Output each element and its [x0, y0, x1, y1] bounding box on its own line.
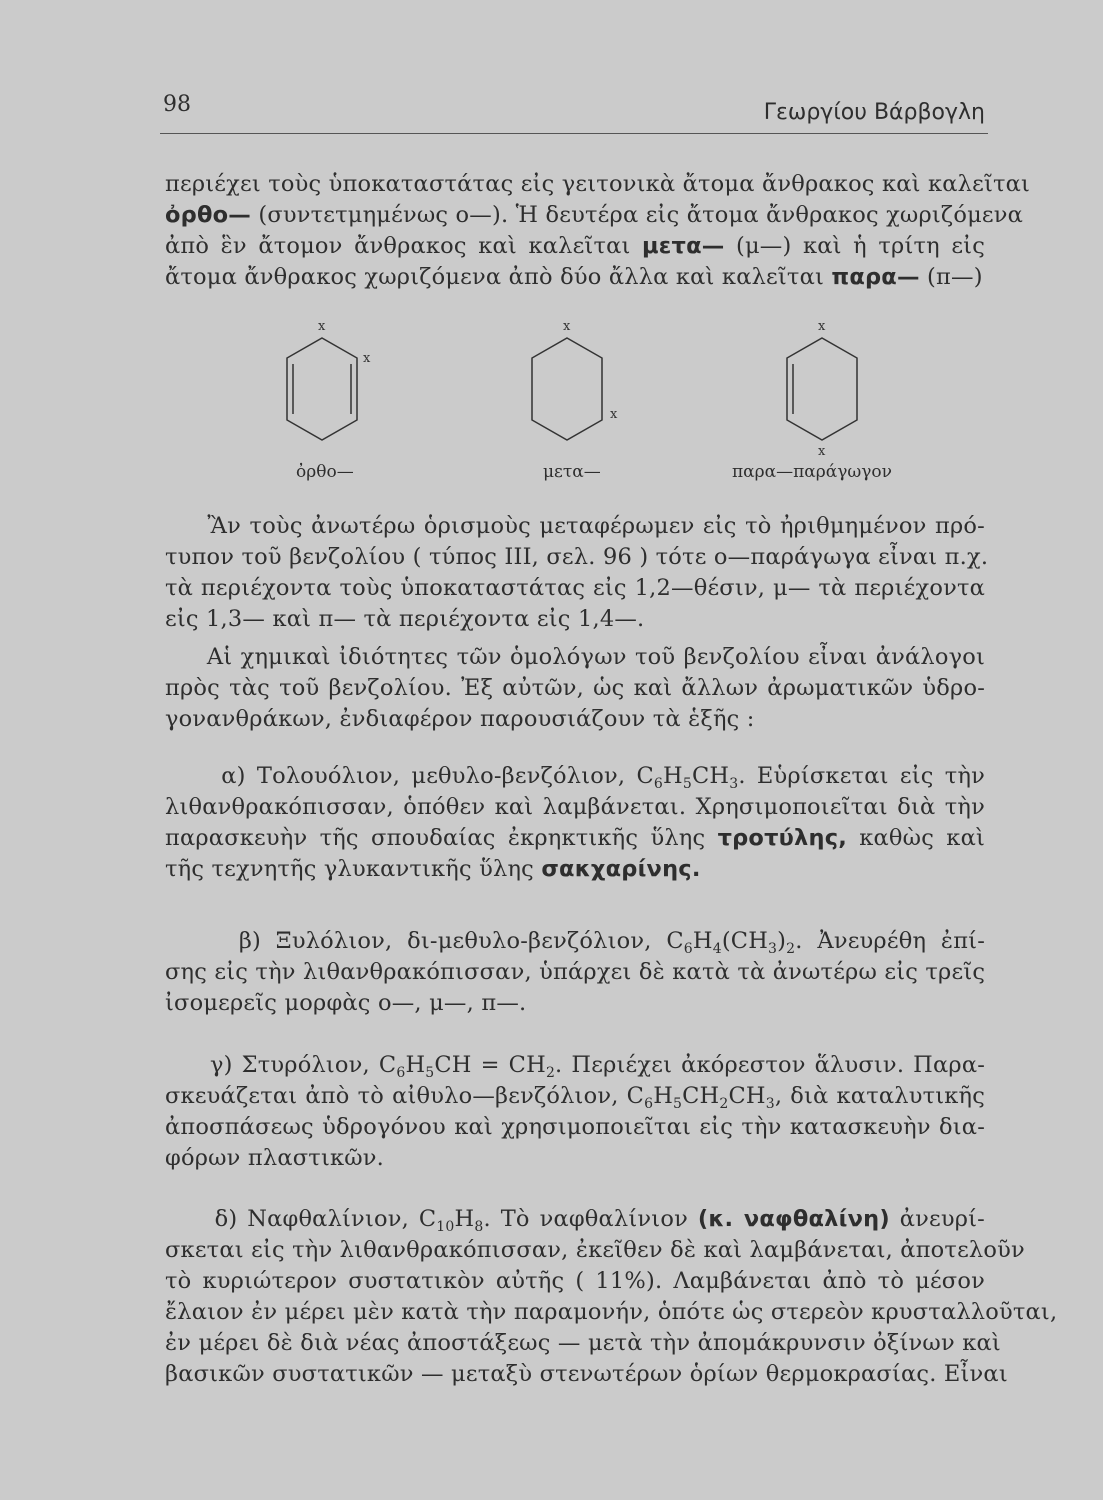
text-line [165, 1267, 985, 1295]
text-run: τυπον τοῦ βενζολίου ( τύπος III, σελ. 96 ) τότε ο—παράγωγα εἶναι π.χ. [165, 544, 989, 570]
text-run: βασικῶν συστατικῶν — μεταξὺ στενωτέρων ὁρίων θερμοκρασίας. Εἶναι [165, 1361, 1008, 1387]
text-run: α) Τολουόλιον, μεθυλο-βενζόλιον, C [165, 763, 654, 789]
meta-substituent-1: x [563, 319, 571, 334]
text-line [165, 605, 985, 633]
meta-substituent-2: x [610, 407, 618, 422]
ortho-substituent-2: x [363, 351, 371, 366]
subscript: 8 [474, 1219, 484, 1235]
text-line [165, 793, 985, 821]
text-run: Ἂν τοὺς ἀνωτέρω ὁρισμοὺς μεταφέρωμεν εἰς τὸ ἠριθμημένον πρό- [165, 513, 985, 539]
subscript: 6 [683, 941, 693, 957]
text-run: CH [691, 763, 730, 789]
text-line [165, 643, 985, 671]
bold-term: μετα— [642, 233, 725, 259]
text-run: ἀπὸ ἓν ἄτομον ἄνθρακος καὶ καλεῖται [165, 233, 643, 259]
text-run: H [663, 763, 683, 789]
text-line [165, 855, 985, 883]
text-run: (π—) [919, 264, 983, 290]
text-line [165, 574, 985, 602]
text-run: . Εὑρίσκεται εἰς τὴν [738, 763, 985, 789]
text-line [165, 1298, 1058, 1326]
text-run: . Τὸ ναφθαλίνιον [483, 1206, 698, 1232]
text-run: περιέχει τοὺς ὑποκαταστάτας εἰς γειτονικὰ ἄτομα ἄνθρακος καὶ καλεῖται [165, 171, 1031, 197]
text-run: ἰσομερεῖς μορφὰς ο—, μ—, π—. [165, 990, 527, 1016]
para-substituent-2: x [818, 444, 826, 459]
bold-term: παρα— [831, 264, 920, 290]
running-title: Γεωργίου Βάρβογλη [763, 100, 985, 125]
subscript: 2 [545, 1065, 556, 1081]
text-line [165, 170, 1031, 198]
text-line [165, 1360, 1008, 1388]
text-run: (συντετμημένως ο—). Ἡ δευτέρα εἰς ἄτομα ἄνθρακος χωριζόμενα [250, 202, 1024, 228]
text-run: λιθανθρακόπισσαν, ὁπόθεν καὶ λαμβάνεται. Χρησιμοποιεῖται διὰ τὴν [165, 794, 985, 820]
subscript: 6 [396, 1065, 406, 1081]
text-run: H [454, 1206, 475, 1232]
text-run: (CH [721, 928, 769, 954]
text-run: καθὼς καὶ [846, 825, 985, 851]
para-hexagon [787, 338, 857, 440]
text-run: H [653, 1083, 674, 1109]
text-line [165, 989, 985, 1017]
text-line [165, 543, 989, 571]
ortho-label: ὀρθο— [296, 462, 354, 482]
text-run: σης εἰς τὴν λιθανθρακόπισσαν, ὑπάρχει δὲ κατὰ τὰ ἀνωτέρω εἰς τρεῖς [165, 959, 986, 985]
meta-hexagon [532, 338, 602, 440]
bold-term: (κ. ναφθαλίνη) [697, 1206, 890, 1232]
text-run: τὸ κυριώτερον συστατικὸν αὐτῆς ( 11%). Λαμβάνεται ἀπὸ τὸ μέσον [165, 1268, 985, 1294]
ortho-hexagon [287, 338, 357, 440]
text-line [165, 674, 985, 702]
subscript: 4 [712, 941, 722, 957]
text-line [165, 705, 985, 733]
text-line [165, 201, 1024, 229]
text-line [165, 232, 985, 260]
ortho-substituent-1: x [318, 319, 326, 334]
text-line [165, 824, 985, 852]
subscript: 6 [653, 776, 664, 792]
text-run: ἔλαιον ἐν μέρει μὲν κατὰ τὴν παραμονήν, ὁπότε ὡς στερεὸν κρυσταλλοῦται, [165, 1299, 1058, 1325]
text-line [165, 263, 985, 291]
text-line [165, 958, 985, 986]
text-line [165, 1329, 1001, 1357]
text-run: ἀποσπάσεως ὑδρογόνου καὶ χρησιμοποιεῖται εἰς τὴν κατασκευὴν δια- [165, 1114, 985, 1140]
text-run: σκεται εἰς τὴν λιθανθρακόπισσαν, ἐκεῖθεν δὲ καὶ λαμβάνεται, ἀποτελοῦν [165, 1237, 1025, 1263]
text-run: δ) Ναφθαλίνιον, C [165, 1206, 437, 1232]
subscript: 3 [768, 941, 778, 957]
text-run: ἄτομα ἄνθρακος χωριζόμενα ἀπὸ δύο ἄλλα καὶ καλεῖται [165, 264, 832, 290]
bold-term: τροτύλης, [717, 825, 847, 851]
text-run: τῆς τεχνητῆς γλυκαντικῆς ὕλης [165, 856, 542, 882]
subscript: 5 [425, 1065, 435, 1081]
subscript: 3 [765, 1096, 775, 1112]
text-run: γ) Στυρόλιον, C [165, 1052, 397, 1078]
text-line [165, 1144, 985, 1172]
text-run: ἐν μέρει δὲ διὰ νέας ἀποστάξεως — μετὰ τὴν ἀπομάκρυνσιν ὀξίνων καὶ [165, 1330, 1001, 1356]
text-run: CH [728, 1083, 766, 1109]
para-substituent-1: x [818, 319, 826, 334]
subscript: 5 [682, 776, 692, 792]
text-run: , διὰ καταλυτικῆς [774, 1083, 985, 1109]
text-run: ) [777, 928, 787, 954]
para-label: παρα—παράγωγον [732, 462, 893, 482]
text-run: εἰς 1,3— καὶ π— τὰ περιέχοντα εἰς 1,4—. [165, 606, 645, 632]
text-run: σκευάζεται ἀπὸ τὸ αἰθυλο—βενζόλιον, C [165, 1083, 645, 1109]
text-run: φόρων πλαστικῶν. [165, 1145, 385, 1171]
text-line [165, 1113, 985, 1141]
text-run: . Ἀνευρέθη ἐπί- [795, 928, 986, 954]
text-run: παρασκευὴν τῆς σπουδαίας ἐκρηκτικῆς ὕλης [165, 825, 718, 851]
text-line [165, 1236, 1025, 1264]
text-run: Αἱ χημικαὶ ἰδιότητες τῶν ὁμολόγων τοῦ βενζολίου εἶναι ἀνάλογοι [165, 644, 985, 670]
text-line [165, 512, 985, 540]
text-run: CH = CH [434, 1052, 546, 1078]
text-run: β) Ξυλόλιον, δι-μεθυλο-βενζόλιον, C [165, 928, 684, 954]
subscript: 2 [719, 1096, 729, 1112]
subscript: 2 [786, 941, 796, 957]
subscript: 3 [729, 776, 739, 792]
text-run: H [692, 928, 713, 954]
subscript: 6 [644, 1096, 654, 1112]
bold-term: σακχαρίνης. [541, 856, 701, 882]
text-run: CH [682, 1083, 720, 1109]
text-run: H [405, 1052, 426, 1078]
text-run: . Περιέχει ἀκόρεστον ἅλυσιν. Παρα- [555, 1052, 986, 1078]
text-run: πρὸς τὰς τοῦ βενζολίου. Ἐξ αὐτῶν, ὡς καὶ ἄλλων ἀρωματικῶν ὑδρο- [165, 675, 985, 701]
page-number: 98 [163, 92, 191, 117]
text-run: τὰ περιέχοντα τοὺς ὑποκαταστάτας εἰς 1,2—θέσιν, μ— τὰ περιέχοντα [165, 575, 985, 601]
subscript: 10 [436, 1219, 455, 1235]
text-run: ἀνευρί- [889, 1206, 985, 1232]
subscript: 5 [673, 1096, 683, 1112]
text-run: γονανθράκων, ἐνδιαφέρον παρουσιάζουν τὰ ἑξῆς : [165, 706, 755, 732]
bold-term: ὀρθο— [165, 202, 251, 228]
text-run: (μ—) καὶ ἡ τρίτη εἰς [724, 233, 986, 259]
meta-label: μετα— [543, 462, 601, 482]
